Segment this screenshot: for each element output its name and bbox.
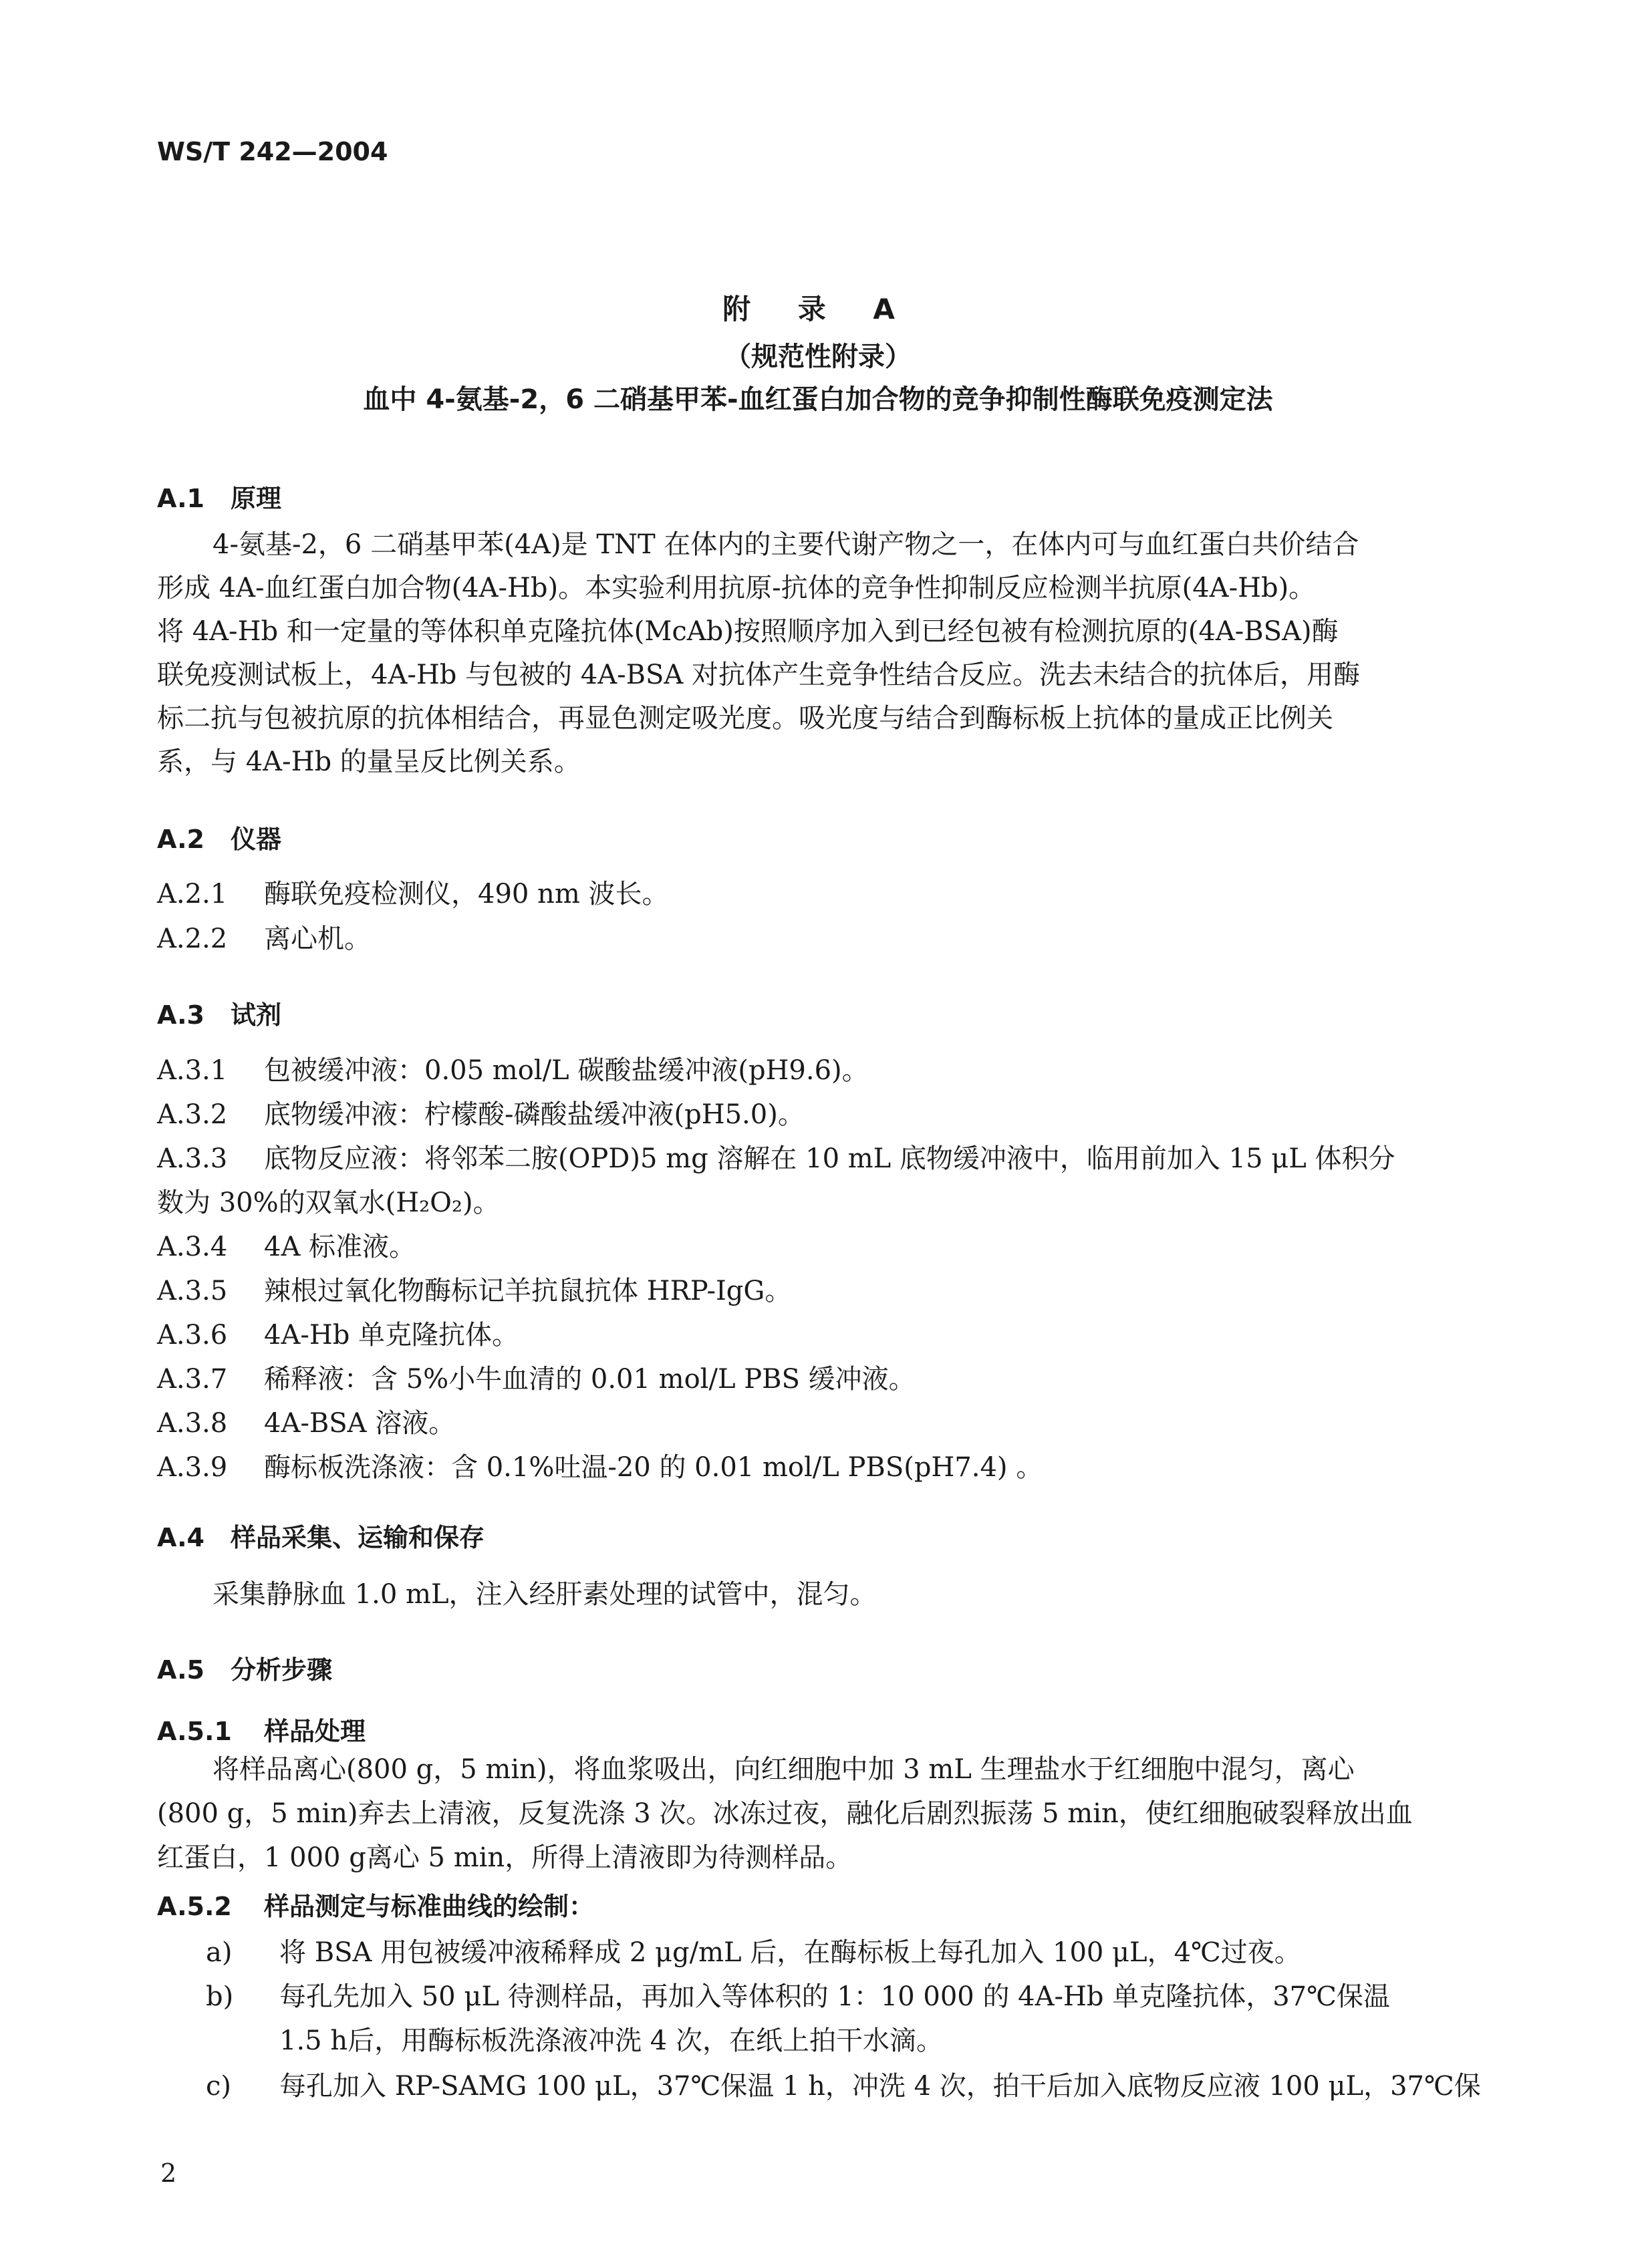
page-number: 2: [160, 2158, 177, 2188]
list-item: A.2.2 离心机。: [157, 924, 371, 954]
list-item-continuation: 数为 30%的双氧水(H₂O₂)。: [157, 1187, 500, 1218]
list-item: A.3.8 4A-BSA 溶液。: [157, 1408, 456, 1439]
paragraph-line: 标二抗与包被抗原的抗体相结合，再显色测定吸光度。吸光度与结合到酶标板上抗体的量成正比例关: [157, 703, 1333, 734]
subsection-heading-a51: [157, 1711, 366, 1747]
section-title: 样品采集、运输和保存: [231, 1523, 485, 1552]
subsection-title: 样品处理: [264, 1717, 366, 1746]
paragraph-line: 形成 4A-血红蛋白加合物(4A-Hb)。本实验利用抗原-抗体的竞争性抑制反应检测半抗原(4A-Hb)。: [157, 573, 1316, 603]
section-heading-a1: [157, 478, 281, 515]
section-title: 试剂: [231, 1000, 282, 1030]
list-item: A.3.4 4A 标准液。: [157, 1232, 416, 1262]
paragraph-line: 采集静脉血 1.0 mL，注入经肝素处理的试管中，混匀。: [213, 1579, 877, 1610]
appendix-subtitle: （规范性附录）: [724, 341, 912, 372]
section-heading-a5: [157, 1649, 332, 1686]
appendix-name: 血中 4-氨基-2，6 二硝基甲苯-血红蛋白加合物的竞争抑制性酶联免疫测定法: [363, 384, 1273, 415]
standard-code: WS/T 242—2004: [157, 137, 388, 166]
subsection-heading-a52: [157, 1886, 594, 1923]
appendix-title: 附 录 A: [722, 293, 914, 325]
step-item-a: a) 将 BSA 用包被缓冲液稀释成 2 μg/mL 后，在酶标板上每孔加入 100 μL，4℃过夜。: [206, 1937, 1301, 1968]
list-item: A.2.1 酶联免疫检测仪，490 nm 波长。: [157, 879, 669, 909]
section-number: A.1: [157, 484, 204, 513]
section-number: A.5: [157, 1655, 204, 1685]
paragraph-line: (800 g，5 min)弃去上清液，反复洗涤 3 次。冰冻过夜，融化后剧烈振荡 5 min，使红细胞破裂释放出血: [157, 1798, 1413, 1829]
paragraph-line: 联免疫测试板上，4A-Hb 与包被的 4A-BSA 对抗体产生竞争性结合反应。洗去未结合的抗体后，用酶: [157, 660, 1361, 690]
paragraph-line: 将 4A-Hb 和一定量的等体积单克隆抗体(McAb)按照顺序加入到已经包被有检测抗原的(4A-BSA)酶: [157, 616, 1339, 647]
section-title: 仪器: [231, 825, 282, 854]
step-item-b: b) 每孔先加入 50 μL 待测样品，再加入等体积的 1：10 000 的 4A-Hb 单克隆抗体，37℃保温: [206, 1981, 1390, 2012]
section-number: A.3: [157, 1000, 204, 1030]
list-item: A.3.2 底物缓冲液：柠檬酸-磷酸盐缓冲液(pH5.0)。: [157, 1099, 805, 1130]
list-item: A.3.6 4A-Hb 单克隆抗体。: [157, 1320, 519, 1351]
section-number: A.4: [157, 1523, 204, 1552]
subsection-number: A.5.2: [157, 1892, 232, 1921]
step-item-c: c) 每孔加入 RP-SAMG 100 μL，37℃保温 1 h，冲洗 4 次，拍干后加入底物反应液 100 μL，37℃保: [206, 2071, 1481, 2102]
section-heading-a3: [157, 994, 281, 1031]
paragraph-line: 将样品离心(800 g，5 min)，将血浆吸出，向红细胞中加 3 mL 生理盐水于红细胞中混匀，离心: [213, 1754, 1355, 1785]
list-item: A.3.3 底物反应液：将邻苯二胺(OPD)5 mg 溶解在 10 mL 底物缓冲液中，临用前加入 15 μL 体积分: [157, 1143, 1395, 1174]
paragraph-line: 红蛋白，1 000 g离心 5 min，所得上清液即为待测样品。: [157, 1842, 853, 1873]
section-heading-a2: [157, 819, 281, 855]
step-item-b-continuation: 1.5 h后，用酶标板洗涤液冲洗 4 次，在纸上拍干水滴。: [279, 2025, 943, 2056]
list-item: A.3.9 酶标板洗涤液：含 0.1%吐温-20 的 0.01 mol/L PBS(pH7.4) 。: [157, 1452, 1043, 1483]
section-title: 分析步骤: [231, 1655, 333, 1685]
list-item: A.3.7 稀释液：含 5%小牛血清的 0.01 mol/L PBS 缓冲液。: [157, 1364, 916, 1395]
paragraph-line: 4-氨基-2，6 二硝基甲苯(4A)是 TNT 在体内的主要代谢产物之一，在体内可与血红蛋白共价结合: [213, 529, 1359, 560]
paragraph-line: 系，与 4A-Hb 的量呈反比例关系。: [157, 746, 581, 777]
section-title: 原理: [231, 484, 282, 513]
list-item: A.3.5 辣根过氧化物酶标记羊抗鼠抗体 HRP-IgG。: [157, 1276, 792, 1306]
subsection-title: 样品测定与标准曲线的绘制：: [264, 1892, 595, 1921]
list-item: A.3.1 包被缓冲液：0.05 mol/L 碳酸盐缓冲液(pH9.6)。: [157, 1055, 869, 1086]
section-heading-a4: [157, 1517, 485, 1554]
section-number: A.2: [157, 825, 204, 854]
subsection-number: A.5.1: [157, 1717, 232, 1746]
